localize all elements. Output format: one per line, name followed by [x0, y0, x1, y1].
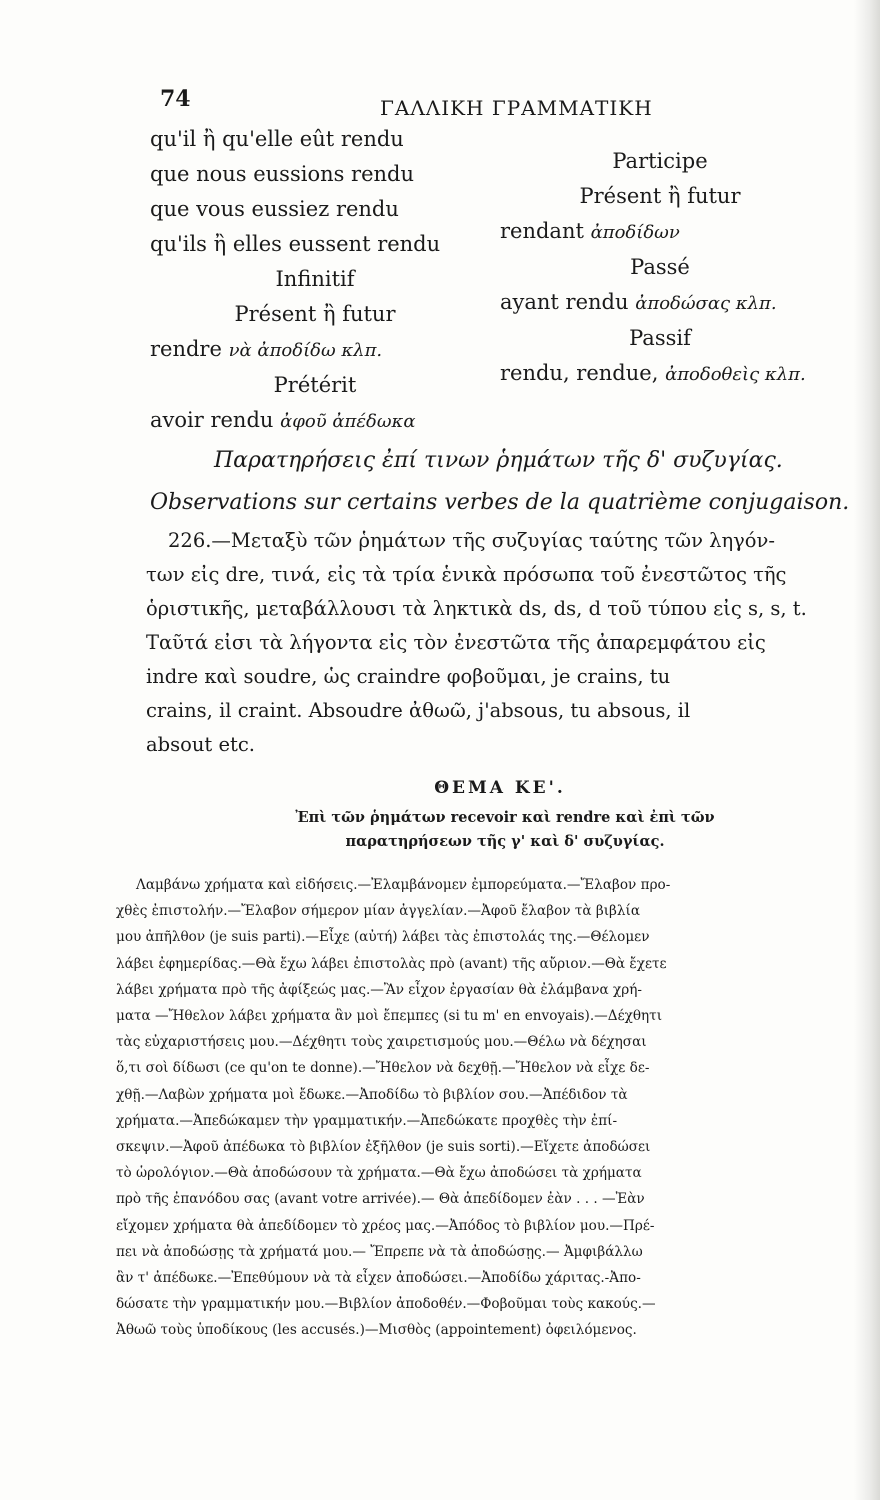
exercise-line: λάβει χρήματα πρὸ τῆς ἀφίξεώς μας.—Ἂν εἶχον ἐργασίαν θὰ ἐλάμβανα χρή-: [116, 981, 643, 998]
infinitif-present-line: [150, 332, 530, 368]
participe-heading: Participe: [612, 149, 708, 173]
participe-passe-line: [500, 285, 860, 321]
instruction-line: Ἐπὶ τῶν ῥημάτων recevoir καὶ rendre καὶ ἐπὶ τῶν: [295, 809, 715, 826]
exercise-line: μου ἀπῆλθον (je suis parti).—Εἶχε (αὐτή) λάβει τὰς ἐπιστολάς της.—Θέλομεν: [116, 929, 650, 946]
participe-passif-greek: ἀποδοθεὶς κλπ.: [665, 364, 806, 385]
paragraph-226: [146, 524, 852, 762]
exercise-line: χθῇ.—Λαβὼν χρήματα μοὶ ἔδωκε.—Ἀποδίδω τὸ βιβλίον σου.—Ἀπέδιδον τὰ: [116, 1086, 628, 1103]
observations-french-title: Observations sur certains verbes de la quatrième conjugaison.: [150, 490, 850, 515]
participe-present-heading: Présent ἢ futur: [579, 184, 741, 208]
infinitif-heading: Infinitif: [275, 267, 355, 291]
participe-present-greek: ἀποδίδων: [590, 222, 680, 243]
conjugation-line: qu'il ἢ qu'elle eût rendu: [150, 127, 404, 151]
conjugation-line: que nous eussions rendu: [150, 162, 415, 186]
exercise-line: πει νὰ ἀποδώσῃς τὰ χρήματά μου.— Ἔπρεπε νὰ τὰ ἀποδώσῃς.— Ἀμφιβάλλω: [116, 1243, 643, 1260]
infinitif-preterit-line: [150, 403, 530, 439]
running-head: [150, 86, 850, 126]
theme-heading: ΘΕΜΑ ΚΕ'.: [434, 778, 566, 798]
participe-column: [500, 144, 860, 392]
exercise-line: Λαμβάνω χρήματα καὶ εἰδήσεις.—Ἐλαμβάνομεν ἐμπορεύματα.—Ἔλαβον προ-: [136, 877, 671, 893]
exercise-line: ἂν τ' ἀπέδωκε.—Ἐπεθύμουν νὰ τὰ εἶχεν ἀποδώσει.—Ἀποδίδω χάριτας.-Ἀπο-: [116, 1270, 641, 1287]
paragraph-line: absout etc.: [146, 733, 255, 756]
exercise-line: δώσατε τὴν γραμματικήν μου.—Βιβλίον ἀποδοθέν.—Φοβοῦμαι τοὺς κακούς.—: [116, 1296, 656, 1313]
infinitif-present-heading: Présent ἢ futur: [234, 302, 396, 326]
exercise-line: πρὸ τῆς ἐπανόδου σας (avant votre arrivée).— Θὰ ἀπεδίδομεν ἐὰν . . . —Ἐὰν: [116, 1191, 645, 1208]
participe-present-line: [500, 214, 860, 250]
exercise-line: ματα —Ἤθελον λάβει χρήματα ἂν μοὶ ἔπεμπες (si tu m' en envoyais).—Δέχθητι: [116, 1008, 663, 1025]
participe-passif: rendu, rendue,: [500, 361, 659, 385]
conjugation-left-column: [150, 122, 530, 439]
exercise-line: εἴχομεν χρήματα θὰ ἀπεδίδομεν τὸ χρέος μας.—Ἀπόδος τὸ βιβλίον μου.—Πρέ-: [116, 1217, 655, 1234]
infinitif-preterit: avoir rendu: [150, 408, 274, 432]
participe-passe: ayant rendu: [500, 290, 629, 314]
infinitif-preterit-heading: Prétérit: [273, 373, 357, 397]
participe-passe-heading: Passé: [630, 255, 690, 279]
instruction-line: παρατηρήσεων τῆς γ' καὶ δ' συζυγίας.: [345, 833, 665, 850]
paragraph-line: ὁριστικῆς, μεταβάλλουσι τὰ ληκτικὰ ds, ds, d τοῦ τύπου εἰς s, s, t.: [146, 597, 807, 620]
paragraph-line: indre καὶ soudre, ὡς craindre φοβοῦμαι, je crains, tu: [146, 665, 671, 688]
paragraph-line: των εἰς dre, τινά, εἰς τὰ τρία ἑνικὰ πρόσωπα τοῦ ἐνεστῶτος τῆς: [146, 563, 787, 586]
exercise-line: λάβει ἐφημερίδας.—Θὰ ἔχω λάβει ἐπιστολὰς πρὸ (avant) τῆς αὔριον.—Θὰ ἔχετε: [116, 955, 667, 972]
participe-present: rendant: [500, 219, 584, 243]
exercise-line: τὰς εὐχαριστήσεις μου.—Δέχθητι τοὺς χαιρετισμούς μου.—Θέλω νὰ δέχησαι: [116, 1034, 647, 1051]
exercise-line: Ἀθωῶ τοὺς ὑποδίκους (les accusés.)—Μισθὸς (appointement) ὀφειλόμενος.: [116, 1322, 637, 1339]
exercise-line: χρήματα.—Ἀπεδώκαμεν τὴν γραμματικήν.—Ἀπεδώκατε προχθὲς τὴν ἐπί-: [116, 1112, 618, 1129]
infinitif-present: rendre: [150, 337, 222, 361]
paragraph-line: Ταῦτά εἰσι τὰ λήγοντα εἰς τὸν ἐνεστῶτα τῆς ἀπαρεμφάτου εἰς: [146, 631, 766, 654]
running-title: ΓΑΛΛΙΚΗ ΓΡΑΜΜΑΤΙΚΗ: [380, 96, 653, 120]
participe-passif-heading: Passif: [629, 326, 691, 350]
conjugation-line: que vous eussiez rendu: [150, 197, 399, 221]
exercise-text: [116, 872, 856, 1344]
paragraph-line: crains, il craint. Absoudre ἀθωῶ, j'absous, tu absous, il: [146, 699, 691, 722]
exercise-line: τὸ ὡρολόγιον.—Θὰ ἀποδώσουν τὰ χρήματα.—Θὰ ἔχω ἀποδώσει τὰ χρήματα: [116, 1165, 642, 1182]
infinitif-present-greek: νὰ ἀποδίδω κλπ.: [228, 340, 383, 361]
participe-passif-line: [500, 356, 860, 392]
theme-instruction: [160, 806, 850, 854]
page-number: 74: [160, 86, 191, 112]
paragraph-line: 226.—Μεταξὺ τῶν ῥημάτων τῆς συζυγίας ταύτης τῶν ληγόν-: [168, 529, 775, 552]
observations-heading: [150, 440, 850, 524]
infinitif-preterit-greek: ἀφοῦ ἀπέδωκα: [280, 411, 416, 432]
conjugation-line: qu'ils ἢ elles eussent rendu: [150, 232, 441, 256]
participe-passe-greek: ἀποδώσας κλπ.: [635, 293, 777, 314]
exercise-line: χθὲς ἐπιστολήν.—Ἔλαβον σήμερον μίαν ἀγγελίαν.—Ἀφοῦ ἔλαβον τὰ βιβλία: [116, 903, 641, 920]
exercise-line: ὅ,τι σοὶ δίδωσι (ce qu'on te donne).—Ἤθελον νὰ δεχθῇ.—Ἤθελον νὰ εἶχε δε-: [116, 1060, 650, 1077]
observations-greek-title: Παρατηρήσεις ἐπί τινων ῥημάτων τῆς δ' συζυγίας.: [214, 448, 783, 473]
exercise-line: σκεψιν.—Ἀφοῦ ἀπέδωκα τὸ βιβλίον ἐξῆλθον (je suis sorti).—Εἴχετε ἀποδώσει: [116, 1139, 651, 1156]
